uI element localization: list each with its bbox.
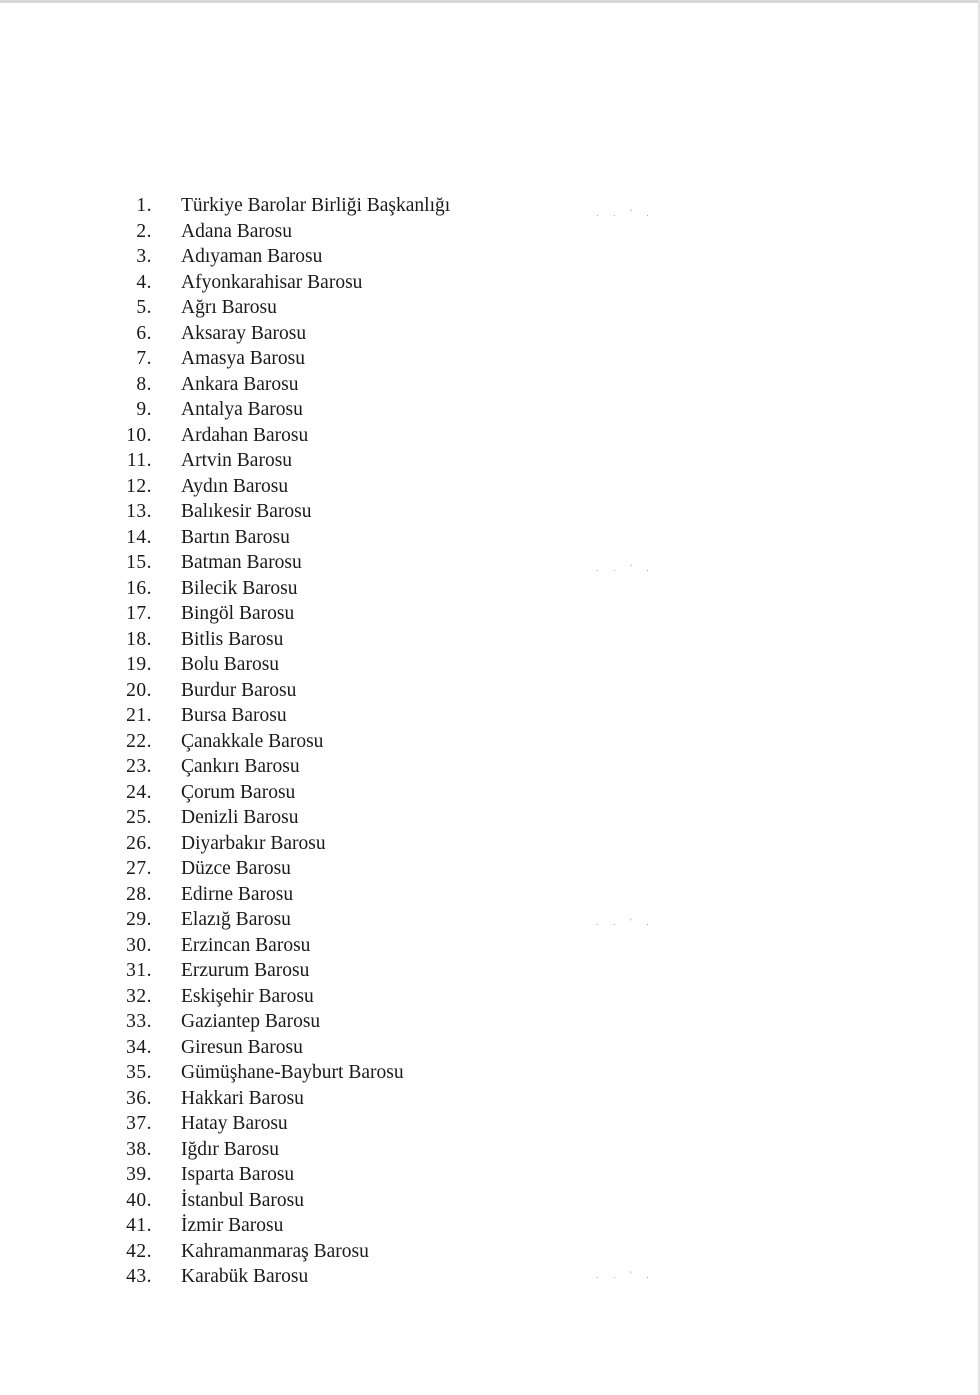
list-item-number: 33.	[126, 1011, 152, 1032]
list-item-number: 42.	[126, 1240, 152, 1262]
list-item-number: 6.	[136, 322, 152, 344]
list-item-name: Amasya Barosu	[181, 348, 306, 369]
list-item-name: Hakkari Barosu	[181, 1087, 304, 1109]
list-item-number: 26.	[126, 832, 152, 854]
list-item-number: 11.	[126, 450, 152, 471]
list-item-number: 16.	[126, 577, 152, 599]
list-item-number: 37.	[126, 1113, 152, 1134]
list-item-name: Erzincan Barosu	[181, 934, 311, 956]
list-item-name: Diyarbakır Barosu	[181, 832, 326, 854]
list-item-name: Elazığ Barosu	[181, 909, 291, 930]
list-item-number: 20.	[126, 679, 152, 701]
list-item-name: Karabük Barosu	[181, 1266, 309, 1287]
list-item-name: Balıkesir Barosu	[181, 501, 312, 522]
list-item-name: Çankırı Barosu	[181, 756, 300, 777]
list-item-number: 21.	[126, 705, 152, 726]
scan-speck: . . ' .	[596, 208, 655, 218]
list-item-name: Denizli Barosu	[181, 807, 299, 828]
list-item-number: 35.	[126, 1062, 152, 1083]
scan-speck: . . ' .	[596, 917, 655, 927]
list-item-name: Bilecik Barosu	[181, 577, 298, 599]
list-item-number: 8.	[136, 373, 152, 395]
list-item-name: Burdur Barosu	[181, 679, 297, 701]
list-item-number: 19.	[126, 654, 152, 675]
list-item-number: 24.	[126, 781, 152, 803]
list-item-number: 29.	[126, 909, 152, 930]
list-item-name: İzmir Barosu	[181, 1215, 284, 1236]
list-item-number: 7.	[136, 348, 152, 369]
list-item-number: 12.	[126, 475, 152, 497]
list-item-name: Türkiye Barolar Birliği Başkanlığı	[181, 195, 451, 216]
list-item-number: 41.	[126, 1215, 152, 1236]
list-item-number: 9.	[136, 399, 152, 420]
list-item-name: Hatay Barosu	[181, 1113, 288, 1134]
list-item-number: 10.	[126, 424, 152, 446]
list-item-name: Afyonkarahisar Barosu	[181, 271, 363, 293]
list-item-name: Aksaray Barosu	[181, 322, 307, 344]
list-item-name: Bolu Barosu	[181, 654, 280, 675]
list-item-name: Iğdır Barosu	[181, 1138, 280, 1160]
list-item-name: Isparta Barosu	[181, 1164, 295, 1185]
list-item-name: Adıyaman Barosu	[181, 246, 323, 267]
list-item-name: Bitlis Barosu	[181, 628, 284, 650]
list-item-name: Artvin Barosu	[181, 450, 293, 471]
list-item-name: Çanakkale Barosu	[181, 730, 324, 752]
list-item-name: İstanbul Barosu	[181, 1189, 304, 1211]
list-item-number: 25.	[126, 807, 152, 828]
list-item-name: Adana Barosu	[181, 220, 293, 242]
list-item-name: Ardahan Barosu	[181, 424, 309, 446]
list-item-number: 15.	[126, 552, 152, 573]
list-item-name: Ankara Barosu	[181, 373, 299, 395]
list-item-number: 30.	[126, 934, 152, 956]
scan-speck: . . ' .	[596, 563, 655, 573]
list-item-number: 32.	[126, 985, 152, 1007]
list-item-name: Antalya Barosu	[181, 399, 303, 420]
list-item-number: 28.	[126, 883, 152, 905]
list-item-number: 22.	[126, 730, 152, 752]
list-item-number: 31.	[126, 960, 152, 981]
list-item-name: Batman Barosu	[181, 552, 302, 573]
list-item-name: Bartın Barosu	[181, 526, 290, 548]
list-item-name: Erzurum Barosu	[181, 960, 310, 981]
list-item-number: 2.	[136, 220, 152, 242]
list-item-number: 38.	[126, 1138, 152, 1160]
list-item-name: Ağrı Barosu	[181, 297, 277, 318]
list-item-number: 14.	[126, 526, 152, 548]
list-item-number: 4.	[136, 271, 152, 293]
list-item-name: Kahramanmaraş Barosu	[181, 1240, 369, 1262]
list-item-number: 40.	[126, 1189, 152, 1211]
list-item-name: Aydın Barosu	[181, 475, 289, 497]
list-item-name: Bingöl Barosu	[181, 603, 295, 624]
list-item-name: Giresun Barosu	[181, 1036, 303, 1058]
list-item-name: Çorum Barosu	[181, 781, 296, 803]
list-item-number: 17.	[126, 603, 152, 624]
list-item-number: 18.	[126, 628, 152, 650]
list-item-number: 1.	[136, 195, 152, 216]
list-item-number: 34.	[126, 1036, 152, 1058]
scan-edge-top	[0, 0, 980, 3]
list-item-name: Eskişehir Barosu	[181, 985, 314, 1007]
list-item-number: 23.	[126, 756, 152, 777]
list-item-name: Gümüşhane-Bayburt Barosu	[181, 1062, 404, 1083]
list-item-number: 43.	[126, 1266, 152, 1287]
list-item-number: 39.	[126, 1164, 152, 1185]
list-item-name: Düzce Barosu	[181, 858, 291, 879]
list-item-number: 27.	[126, 858, 152, 879]
list-item-number: 3.	[136, 246, 152, 267]
scan-speck: . . ' .	[596, 1270, 655, 1280]
list-item-number: 36.	[126, 1087, 152, 1109]
list-item-number: 13.	[126, 501, 152, 522]
list-item-name: Edirne Barosu	[181, 883, 294, 905]
list-item-number: 5.	[136, 297, 152, 318]
list-item-name: Gaziantep Barosu	[181, 1011, 321, 1032]
list-item-name: Bursa Barosu	[181, 705, 287, 726]
